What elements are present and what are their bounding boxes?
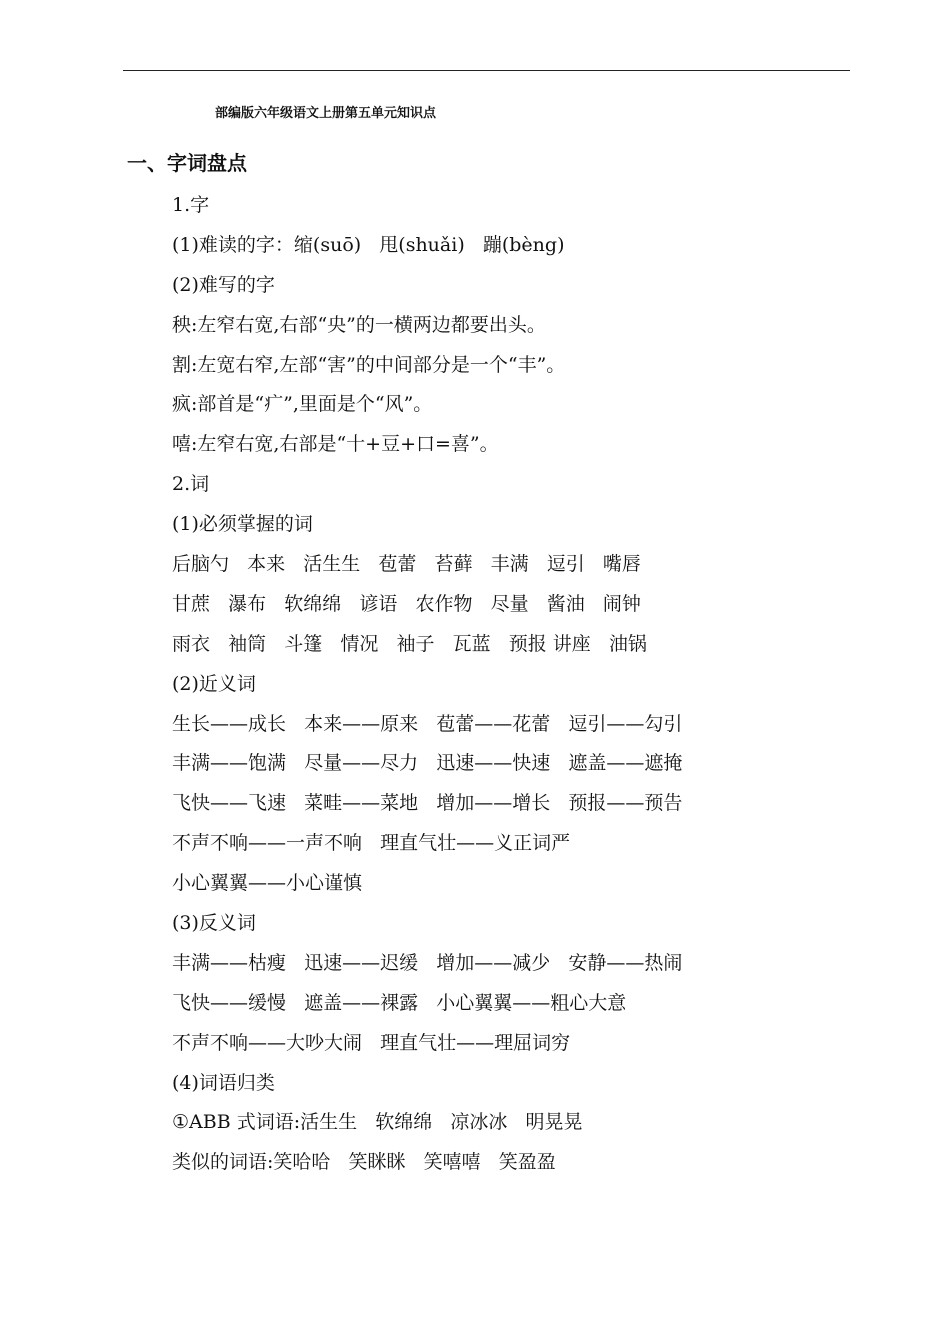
synonyms-row: 小心翼翼——小心谨慎 [172,872,363,895]
character-note-feng: 疯:部首是“疒”,里面是个“风”。 [172,393,433,416]
hard-to-read-characters: (1)难读的字：缩(suō) 甩(shuǎi) 蹦(bèng) [172,233,565,256]
word-categories-heading: (4)词语归类 [172,1071,275,1094]
antonyms-heading: (3)反义词 [172,912,256,935]
antonyms-row: 丰满——枯瘦 迅速——迟缓 增加——减少 安静——热闹 [172,951,683,974]
section-heading: 一、字词盘点 [127,151,247,175]
antonyms-row: 不声不响——大吵大闹 理直气壮——理屈词穷 [172,1031,571,1054]
header-rule [123,70,850,71]
required-words-row: 雨衣 袖筒 斗篷 情况 袖子 瓦蓝 预报 讲座 油锅 [172,632,647,655]
character-note-ge: 割:左宽右窄,左部“害”的中间部分是一个“丰”。 [172,353,566,376]
required-words-heading: (1)必须掌握的词 [172,513,313,536]
subsection-words: 2.词 [172,473,210,496]
required-words-row: 后脑勺 本来 活生生 苞蕾 苔藓 丰满 逗引 嘴唇 [172,553,641,576]
character-note-xi: 嘻:左窄右宽,右部是“十+豆+口=喜”。 [172,433,499,456]
synonyms-row: 生长——成长 本来——原来 苞蕾——花蕾 逗引——勾引 [172,712,683,735]
synonyms-row: 不声不响——一声不响 理直气壮——义正词严 [172,832,571,855]
antonyms-row: 飞快——缓慢 遮盖——裸露 小心翼翼——粗心大意 [172,991,627,1014]
character-note-yang: 秧:左窄右宽,右部“央”的一横两边都要出头。 [172,313,546,336]
similar-words-row: 类似的词语:笑哈哈 笑眯眯 笑嘻嘻 笑盈盈 [172,1151,556,1174]
document-body [172,186,842,1183]
abb-words-row: ①ABB 式词语:活生生 软绵绵 凉冰冰 明晃晃 [172,1111,583,1134]
document-title: 部编版六年级语文上册第五单元知识点 [215,106,437,121]
hard-to-write-heading: (2)难写的字 [172,273,275,296]
synonyms-heading: (2)近义词 [172,672,256,695]
synonyms-row: 丰满——饱满 尽量——尽力 迅速——快速 遮盖——遮掩 [172,752,683,775]
subsection-characters: 1.字 [172,194,210,216]
synonyms-row: 飞快——飞速 菜畦——菜地 增加——增长 预报——预告 [172,792,683,815]
required-words-row: 甘蔗 瀑布 软绵绵 谚语 农作物 尽量 酱油 闹钟 [172,592,641,615]
